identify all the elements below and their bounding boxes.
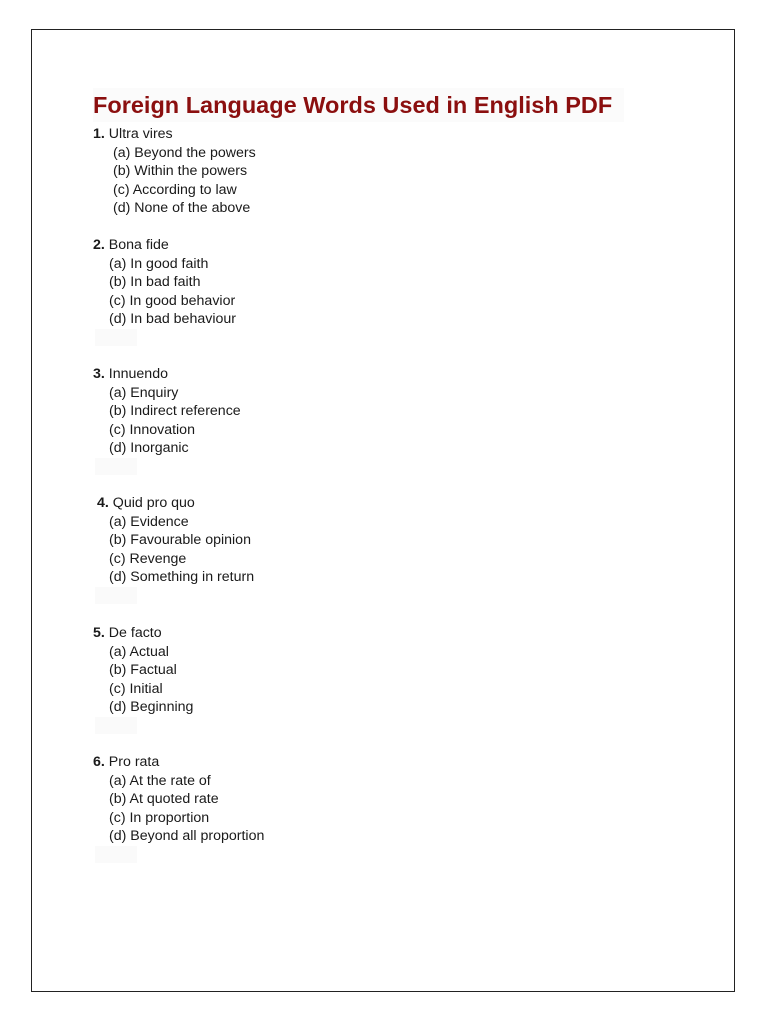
option-b: (b) Favourable opinion <box>109 532 251 548</box>
blank-line <box>95 587 137 604</box>
option-c: (c) Revenge <box>109 550 187 567</box>
question-header <box>93 365 241 384</box>
question-6 <box>93 753 264 863</box>
option-b: (b) At quoted rate <box>109 791 219 807</box>
question-term: Ultra vires <box>108 126 173 142</box>
question-number: 4. <box>97 495 109 511</box>
option-a: (a) Beyond the powers <box>113 144 256 161</box>
document-title: Foreign Language Words Used in English PDF <box>93 88 624 122</box>
question-term: Bona fide <box>108 237 169 253</box>
option-a: (a) Actual <box>109 643 169 660</box>
question-term: Innuendo <box>108 366 168 382</box>
question-3 <box>93 365 241 475</box>
option-c: (c) Initial <box>109 680 163 697</box>
blank-line <box>95 329 137 346</box>
question-header <box>93 236 236 255</box>
option-c: (c) According to law <box>113 181 237 198</box>
option-d: (d) None of the above <box>113 200 251 216</box>
option-c: (c) Innovation <box>109 421 195 438</box>
option-c: (c) In good behavior <box>109 292 236 309</box>
question-number: 1. <box>93 126 105 142</box>
document-page <box>31 29 735 992</box>
option-d: (d) Inorganic <box>109 440 189 456</box>
option-a: (a) In good faith <box>109 255 209 272</box>
blank-line <box>95 717 137 734</box>
option-a: (a) Enquiry <box>109 384 179 401</box>
option-b: (b) Within the powers <box>113 163 248 179</box>
question-number: 3. <box>93 366 105 382</box>
question-term: Pro rata <box>108 754 160 770</box>
question-5 <box>93 624 193 734</box>
option-d: (d) Beginning <box>109 699 194 715</box>
question-term: De facto <box>108 625 162 641</box>
option-d: (d) Something in return <box>109 569 255 585</box>
question-2 <box>93 236 236 346</box>
blank-line <box>95 458 137 475</box>
option-c: (c) In proportion <box>109 809 210 826</box>
question-header <box>93 494 254 513</box>
question-4 <box>93 494 254 604</box>
option-d: (d) Beyond all proportion <box>109 828 265 844</box>
question-number: 5. <box>93 625 105 641</box>
option-b: (b) Factual <box>109 662 177 678</box>
option-d: (d) In bad behaviour <box>109 311 236 327</box>
question-header <box>93 125 256 144</box>
question-1 <box>93 125 256 218</box>
question-term: Quid pro quo <box>112 495 195 511</box>
option-a: (a) Evidence <box>109 513 189 530</box>
blank-line <box>95 846 137 863</box>
question-number: 6. <box>93 754 105 770</box>
option-a: (a) At the rate of <box>109 772 211 789</box>
question-number: 2. <box>93 237 105 253</box>
question-header <box>93 624 193 643</box>
option-b: (b) In bad faith <box>109 274 201 290</box>
question-header <box>93 753 264 772</box>
option-b: (b) Indirect reference <box>109 403 241 419</box>
